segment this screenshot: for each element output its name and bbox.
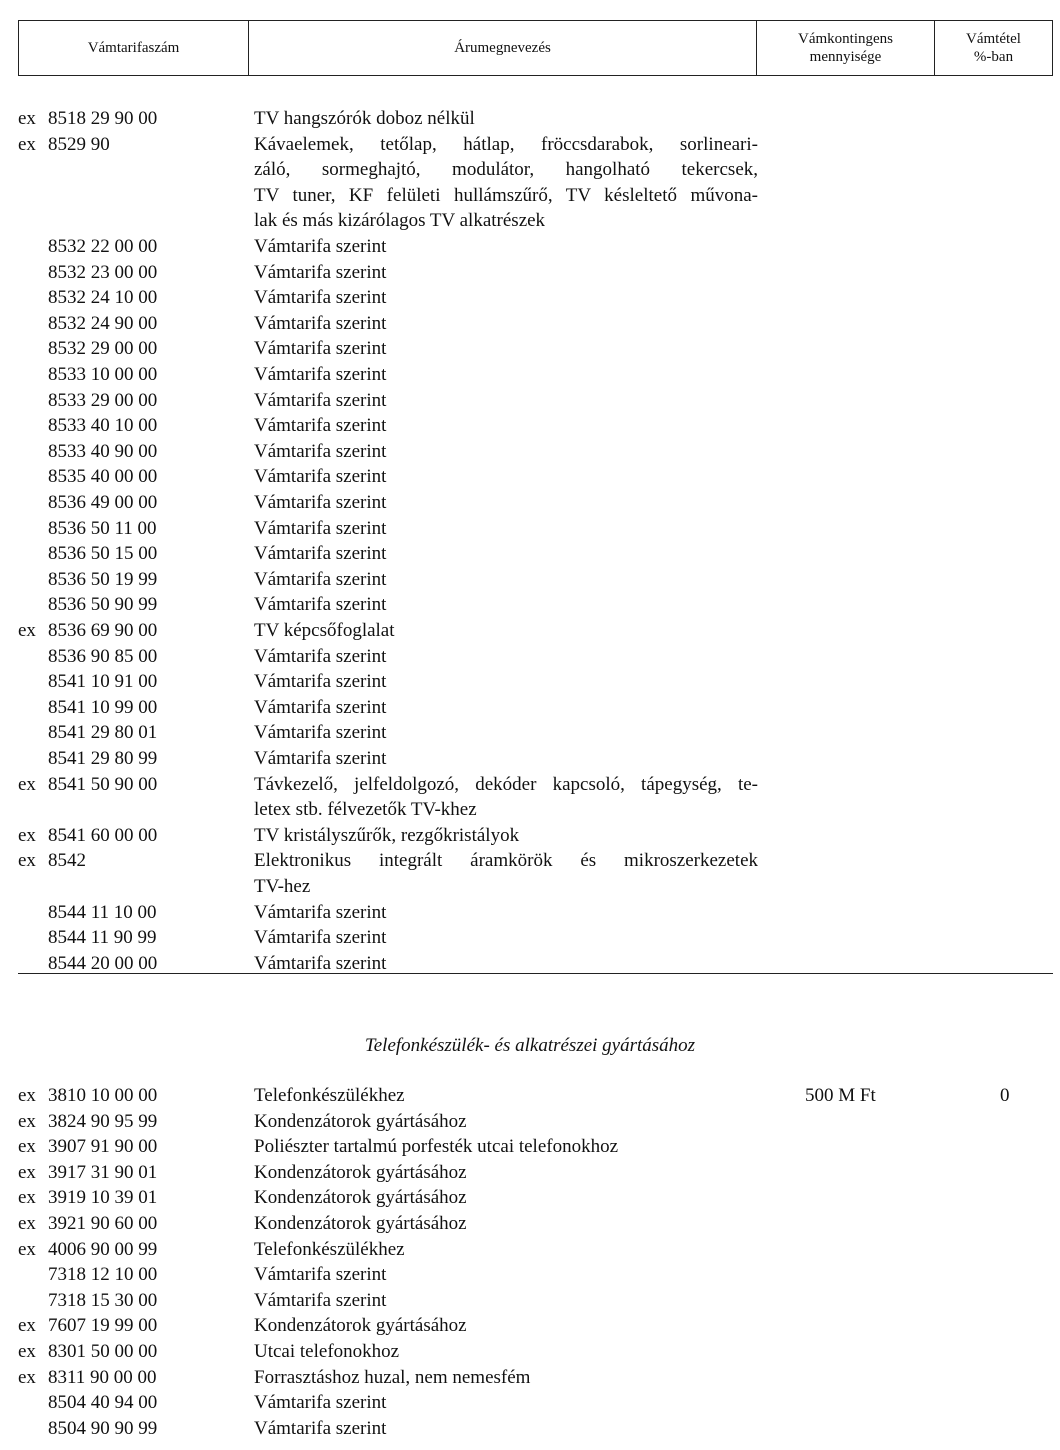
table-row bbox=[0, 285, 1060, 311]
table-header bbox=[18, 20, 1053, 76]
tariff-code: 8504 40 94 00 bbox=[48, 1392, 158, 1414]
tariff-code: 8533 29 00 00 bbox=[48, 389, 158, 411]
tariff-code: 8536 49 00 00 bbox=[48, 492, 158, 513]
ex-marker: ex bbox=[18, 133, 36, 155]
goods-description: Vámtarifa szerint bbox=[254, 440, 387, 462]
table-row bbox=[0, 669, 1060, 695]
quota-quantity: 500 M Ft bbox=[805, 1085, 876, 1106]
table-row bbox=[0, 439, 1060, 465]
table-row bbox=[0, 1134, 1060, 1160]
tariff-code: 8311 90 00 00 bbox=[48, 1366, 157, 1388]
tariff-code: 8533 40 90 00 bbox=[48, 440, 158, 462]
goods-description: Forrasztáshoz huzal, nem nemesfém bbox=[254, 1366, 531, 1388]
tariff-code: 8544 20 00 00 bbox=[48, 952, 158, 974]
tariff-code: 8532 24 90 00 bbox=[48, 312, 158, 334]
header-quota-line1: Vámkontingens bbox=[798, 31, 893, 47]
tariff-code: 8541 29 80 01 bbox=[48, 722, 158, 744]
ex-marker: ex bbox=[18, 824, 36, 846]
goods-description: Vámtarifa szerint bbox=[254, 261, 387, 283]
goods-description: Vámtarifa szerint bbox=[254, 492, 387, 513]
table-row bbox=[0, 157, 1060, 183]
goods-description: Vámtarifa szerint bbox=[254, 312, 387, 334]
goods-description: Telefonkészülékhez bbox=[254, 1085, 405, 1106]
table-row bbox=[0, 1109, 1060, 1135]
goods-description: letex stb. félvezetők TV-khez bbox=[254, 799, 477, 821]
goods-description: Vámtarifa szerint bbox=[254, 722, 387, 744]
goods-description: TV hangszórók doboz nélkül bbox=[254, 108, 475, 129]
goods-description: Elektronikus integrált áramkörök és mikroszerkezetek bbox=[254, 850, 758, 872]
table-row bbox=[0, 516, 1060, 542]
tariff-code: 8541 10 91 00 bbox=[48, 671, 158, 693]
goods-description: Vámtarifa szerint bbox=[254, 1264, 387, 1286]
tariff-code: 8532 24 10 00 bbox=[48, 287, 158, 309]
goods-description: TV képcsőfoglalat bbox=[254, 620, 395, 641]
tariff-code: 3921 90 60 00 bbox=[48, 1213, 158, 1234]
table-row bbox=[0, 1313, 1060, 1339]
table-row bbox=[0, 874, 1060, 900]
header-tariff-number-label: Vámtarifaszám bbox=[87, 40, 180, 56]
goods-description: Vámtarifa szerint bbox=[254, 415, 387, 437]
table-row bbox=[0, 1390, 1060, 1416]
goods-description: Kávaelemek, tetőlap, hátlap, fröccsdarabok, sorlineari- bbox=[254, 133, 758, 155]
tariff-code: 8541 50 90 00 bbox=[48, 773, 158, 795]
goods-description: Távkezelő, jelfeldolgozó, dekóder kapcsoló, tápegység, te- bbox=[254, 773, 758, 795]
tariff-code: 3810 10 00 00 bbox=[48, 1085, 158, 1106]
table-row bbox=[0, 900, 1060, 926]
header-quota-quantity bbox=[757, 21, 935, 75]
goods-description: Kondenzátorok gyártásához bbox=[254, 1213, 467, 1234]
section-divider bbox=[18, 973, 1053, 974]
tariff-code: 7318 12 10 00 bbox=[48, 1264, 158, 1286]
table-row bbox=[0, 362, 1060, 388]
table-row bbox=[0, 336, 1060, 362]
tariff-code: 3919 10 39 01 bbox=[48, 1187, 158, 1209]
goods-description: Vámtarifa szerint bbox=[254, 645, 387, 667]
tariff-code: 8532 23 00 00 bbox=[48, 261, 158, 283]
section-title: Telefonkészülék- és alkatrészei gyártásához bbox=[364, 1035, 696, 1056]
ex-marker: ex bbox=[18, 1187, 36, 1209]
tariff-code: 3907 91 90 00 bbox=[48, 1136, 158, 1158]
header-tariff-number bbox=[19, 21, 249, 75]
tariff-code: 8541 10 99 00 bbox=[48, 696, 158, 718]
goods-description: Telefonkészülékhez bbox=[254, 1238, 405, 1260]
tariff-code: 8533 10 00 00 bbox=[48, 364, 158, 385]
tariff-code: 8532 29 00 00 bbox=[48, 338, 158, 360]
table-row bbox=[0, 234, 1060, 260]
goods-description: lak és más kizárólagos TV alkatrészek bbox=[254, 210, 546, 232]
goods-description: Vámtarifa szerint bbox=[254, 1392, 387, 1414]
table-row bbox=[0, 490, 1060, 516]
tariff-code: 8536 69 90 00 bbox=[48, 620, 158, 641]
goods-description: Vámtarifa szerint bbox=[254, 517, 387, 539]
table-row bbox=[0, 1160, 1060, 1186]
goods-description: Vámtarifa szerint bbox=[254, 389, 387, 411]
table-row bbox=[0, 311, 1060, 337]
table-row bbox=[0, 772, 1060, 798]
table-row bbox=[0, 1083, 1060, 1109]
goods-description: Vámtarifa szerint bbox=[254, 952, 387, 974]
table-row bbox=[0, 1416, 1060, 1442]
goods-description: Utcai telefonokhoz bbox=[254, 1341, 400, 1362]
duty-rate: 0 bbox=[1000, 1085, 1010, 1106]
goods-description: Vámtarifa szerint bbox=[254, 466, 387, 488]
table-row bbox=[0, 388, 1060, 414]
ex-marker: ex bbox=[18, 620, 36, 641]
tariff-code: 8535 40 00 00 bbox=[48, 466, 158, 488]
goods-description: Vámtarifa szerint bbox=[254, 236, 387, 257]
tariff-code: 8536 50 19 99 bbox=[48, 568, 158, 590]
tariff-code: 8532 22 00 00 bbox=[48, 236, 158, 257]
goods-description: Vámtarifa szerint bbox=[254, 594, 387, 616]
table-row bbox=[0, 464, 1060, 490]
goods-description: Kondenzátorok gyártásához bbox=[254, 1187, 467, 1209]
tariff-code: 3824 90 95 99 bbox=[48, 1110, 158, 1132]
tariff-code: 8536 50 11 00 bbox=[48, 517, 157, 539]
goods-description: Vámtarifa szerint bbox=[254, 568, 387, 590]
table-row bbox=[0, 823, 1060, 849]
table-row bbox=[0, 848, 1060, 874]
tariff-code: 8504 90 90 99 bbox=[48, 1417, 158, 1439]
header-duty-line2: %-ban bbox=[973, 49, 1014, 65]
table-row bbox=[0, 260, 1060, 286]
goods-description: záló, sormeghajtó, modulátor, hangolható tekercsek, bbox=[254, 159, 758, 181]
ex-marker: ex bbox=[18, 1366, 36, 1388]
tariff-code: 8544 11 10 00 bbox=[48, 901, 157, 923]
table-row bbox=[0, 1262, 1060, 1288]
table-row bbox=[0, 695, 1060, 721]
goods-description: TV tuner, KF felületi hullámszűrő, TV késleltető művona- bbox=[254, 184, 758, 206]
table-row bbox=[0, 1185, 1060, 1211]
goods-description: TV-hez bbox=[254, 876, 311, 897]
ex-marker: ex bbox=[18, 850, 36, 872]
goods-description: Poliészter tartalmú porfesték utcai telefonokhoz bbox=[254, 1136, 619, 1158]
tariff-code: 3917 31 90 01 bbox=[48, 1161, 158, 1183]
tariff-code: 8533 40 10 00 bbox=[48, 415, 158, 437]
header-duty-rate bbox=[935, 21, 1052, 75]
goods-description: Vámtarifa szerint bbox=[254, 543, 387, 565]
table-row bbox=[0, 1211, 1060, 1237]
table-row bbox=[0, 106, 1060, 132]
header-goods-name bbox=[249, 21, 757, 75]
goods-description: Vámtarifa szerint bbox=[254, 364, 387, 385]
table-row bbox=[0, 183, 1060, 209]
ex-marker: ex bbox=[18, 1161, 36, 1183]
goods-description: Vámtarifa szerint bbox=[254, 338, 387, 360]
tariff-code: 8518 29 90 00 bbox=[48, 108, 158, 129]
goods-description: Vámtarifa szerint bbox=[254, 1289, 387, 1311]
goods-description: Vámtarifa szerint bbox=[254, 901, 387, 923]
table-row bbox=[0, 132, 1060, 158]
tariff-code: 8536 50 15 00 bbox=[48, 543, 158, 565]
tariff-code: 8301 50 00 00 bbox=[48, 1341, 158, 1362]
goods-description: Kondenzátorok gyártásához bbox=[254, 1315, 467, 1337]
goods-description: Vámtarifa szerint bbox=[254, 671, 387, 693]
table-row bbox=[0, 1237, 1060, 1263]
tariff-code: 8529 90 bbox=[48, 133, 110, 155]
header-duty-line1: Vámtétel bbox=[966, 31, 1021, 47]
table-row bbox=[0, 592, 1060, 618]
goods-description: Kondenzátorok gyártásához bbox=[254, 1110, 467, 1132]
table-row bbox=[0, 1339, 1060, 1365]
ex-marker: ex bbox=[18, 108, 36, 129]
goods-description: Vámtarifa szerint bbox=[254, 287, 387, 309]
ex-marker: ex bbox=[18, 1085, 36, 1106]
table-row bbox=[0, 1288, 1060, 1314]
tariff-code: 8536 90 85 00 bbox=[48, 645, 158, 667]
tariff-code: 8544 11 90 99 bbox=[48, 927, 157, 949]
tariff-code: 4006 90 00 99 bbox=[48, 1238, 158, 1260]
table-row bbox=[0, 1365, 1060, 1391]
ex-marker: ex bbox=[18, 1341, 36, 1362]
table-row bbox=[0, 413, 1060, 439]
goods-description: Vámtarifa szerint bbox=[254, 927, 387, 949]
tariff-code: 8536 50 90 99 bbox=[48, 594, 158, 616]
ex-marker: ex bbox=[18, 773, 36, 795]
table-row bbox=[0, 644, 1060, 670]
table-row bbox=[0, 618, 1060, 644]
goods-description: TV kristályszűrők, rezgőkristályok bbox=[254, 824, 520, 846]
goods-description: Vámtarifa szerint bbox=[254, 1417, 387, 1439]
tariff-code: 7318 15 30 00 bbox=[48, 1289, 158, 1311]
ex-marker: ex bbox=[18, 1213, 36, 1234]
goods-description: Vámtarifa szerint bbox=[254, 748, 387, 769]
header-quota-line2: mennyisége bbox=[809, 49, 882, 65]
tariff-code: 7607 19 99 00 bbox=[48, 1315, 158, 1337]
ex-marker: ex bbox=[18, 1110, 36, 1132]
table-row bbox=[0, 208, 1060, 234]
table-row bbox=[0, 567, 1060, 593]
ex-marker: ex bbox=[18, 1136, 36, 1158]
goods-description: Vámtarifa szerint bbox=[254, 696, 387, 718]
ex-marker: ex bbox=[18, 1315, 36, 1337]
ex-marker: ex bbox=[18, 1238, 36, 1260]
header-goods-name-label: Árumegnevezés bbox=[454, 40, 551, 56]
tariff-code: 8542 bbox=[48, 850, 86, 872]
table-row bbox=[0, 925, 1060, 951]
table-row bbox=[0, 541, 1060, 567]
tariff-code: 8541 29 80 99 bbox=[48, 748, 158, 769]
table-row bbox=[0, 797, 1060, 823]
table-row bbox=[0, 746, 1060, 772]
goods-description: Kondenzátorok gyártásához bbox=[254, 1161, 467, 1183]
tariff-code: 8541 60 00 00 bbox=[48, 824, 158, 846]
table-row bbox=[0, 720, 1060, 746]
